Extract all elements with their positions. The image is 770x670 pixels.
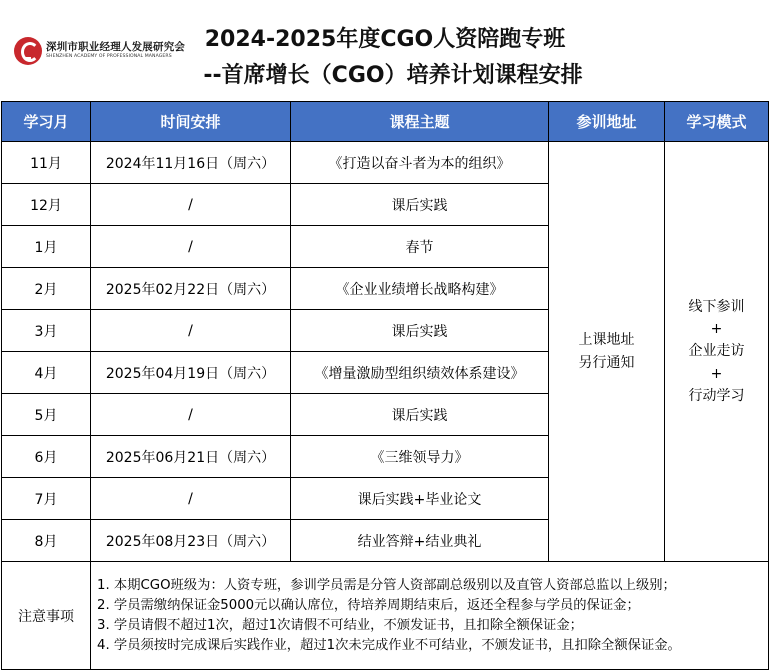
topic-cell: 课后实践 <box>291 184 549 226</box>
topic-cell: 课后实践+毕业论文 <box>291 478 549 520</box>
time-cell: / <box>91 478 291 520</box>
time-cell: 2024年11月16日（周六） <box>91 142 291 184</box>
topic-cell: 《打造以奋斗者为本的组织》 <box>291 142 549 184</box>
month-cell: 6月 <box>2 436 91 478</box>
note-item: 4. 学员须按时完成课后实践作业，超过1次未完成作业不可结业，不颁发证书，且扣除全额保证金。 <box>97 637 681 653</box>
month-cell: 4月 <box>2 352 91 394</box>
month-cell: 1月 <box>2 226 91 268</box>
topic-cell: 《增量激励型组织绩效体系建设》 <box>291 352 549 394</box>
header-time: 时间安排 <box>91 102 291 142</box>
header-address: 参训地址 <box>549 102 665 142</box>
logo-name-cn: 深圳市职业经理人发展研究会 <box>46 41 186 54</box>
topic-cell: 《三维领导力》 <box>291 436 549 478</box>
table-header-row <box>2 102 769 142</box>
header-mode: 学习模式 <box>665 102 769 142</box>
notes-label: 注意事项 <box>2 562 91 670</box>
address-line-2: 另行通知 <box>578 354 635 371</box>
month-cell: 11月 <box>2 142 91 184</box>
month-cell: 12月 <box>2 184 91 226</box>
mode-cell <box>665 142 769 562</box>
notes-cell <box>91 562 769 670</box>
topic-cell: 《企业业绩增长战略构建》 <box>291 268 549 310</box>
mode-plus-2: + <box>710 365 723 382</box>
month-cell: 3月 <box>2 310 91 352</box>
title-line-2: --首席增长（CGO）培养计划课程安排 <box>203 63 583 88</box>
topic-cell: 春节 <box>291 226 549 268</box>
header-topic: 课程主题 <box>291 102 549 142</box>
note-item: 2. 学员需缴纳保证金5000元以确认席位，待培养周期结束后，返还全程参与学员的保证金； <box>97 597 640 613</box>
mode-line-3: 行动学习 <box>688 388 745 405</box>
address-line-1: 上课地址 <box>578 332 635 349</box>
table-row <box>2 142 769 184</box>
time-cell: 2025年02月22日（周六） <box>91 268 291 310</box>
topic-cell: 结业答辩+结业典礼 <box>291 520 549 562</box>
time-cell: 2025年06月21日（周六） <box>91 436 291 478</box>
logo-name-en: SHENZHEN ACADEMY OF PROFESSIONAL MANAGERS <box>46 53 172 59</box>
note-item: 1. 本期CGO班级为：人资专班，参训学员需是分管人资部副总级别以及直管人资部总监以上级别； <box>97 577 676 593</box>
schedule-table <box>1 101 769 670</box>
time-cell: 2025年04月19日（周六） <box>91 352 291 394</box>
time-cell: / <box>91 226 291 268</box>
topic-cell: 课后实践 <box>291 394 549 436</box>
mode-line-2: 企业走访 <box>688 343 745 360</box>
month-cell: 8月 <box>2 520 91 562</box>
month-cell: 2月 <box>2 268 91 310</box>
notes-row <box>2 562 769 670</box>
time-cell: / <box>91 394 291 436</box>
title-line-1: 2024-2025年度CGO人资陪跑专班 <box>204 27 566 52</box>
month-cell: 5月 <box>2 394 91 436</box>
topic-cell: 课后实践 <box>291 310 549 352</box>
time-cell: 2025年08月23日（周六） <box>91 520 291 562</box>
header-month: 学习月 <box>2 102 91 142</box>
time-cell: / <box>91 184 291 226</box>
note-item: 3. 学员请假不超过1次，超过1次请假不可结业，不颁发证书，且扣除全额保证金； <box>97 617 583 633</box>
schedule-table-wrapper <box>1 101 769 670</box>
time-cell: / <box>91 310 291 352</box>
document-header <box>0 0 770 100</box>
mode-line-1: 线下参训 <box>688 298 745 315</box>
month-cell: 7月 <box>2 478 91 520</box>
address-cell <box>549 142 665 562</box>
mode-plus-1: + <box>710 320 723 337</box>
